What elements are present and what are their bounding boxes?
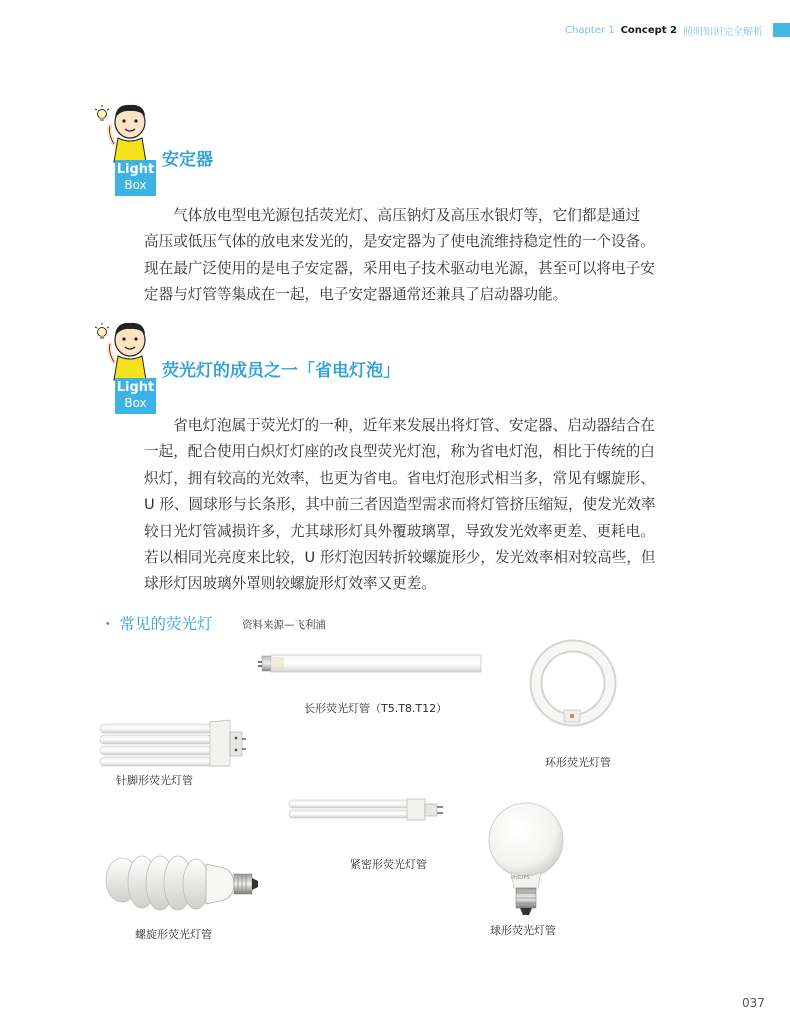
lightbulb-character-icon xyxy=(94,318,160,382)
header-chapter: Chapter 1 xyxy=(565,24,615,36)
caption-pin-tube: 针脚形荧光灯管 xyxy=(116,774,193,787)
globe-lamp-image xyxy=(486,800,566,918)
running-header xyxy=(565,22,790,38)
figure-source: 资料来源—飞利浦 xyxy=(242,619,326,631)
caption-compact-tube: 紧密形荧光灯管 xyxy=(350,858,427,871)
compact-tube-lamp-image xyxy=(287,798,447,822)
section-body-ballast: 气体放电型电光源包括荧光灯、高压钠灯及高压水银灯等，它们都是通过 高压或低压气体的放电来发光的，是安定器为了使电流维持稳定性的一个设备。 现在最广泛使用的是电子安定器，采用电子技术驱动电光源，甚至可以将电子安 定器与灯管等集成在一起，电子安定器通常还兼具了启动器功能。 xyxy=(144,207,655,304)
header-accent-bar xyxy=(773,23,790,37)
spiral-lamp-image xyxy=(100,850,265,920)
globe-brand-label: PHILIPS xyxy=(511,875,530,881)
long-tube-lamp-image xyxy=(258,650,484,676)
section-title-ballast: 安定器 xyxy=(162,150,213,170)
page-number: 037 xyxy=(742,996,765,1010)
header-title: 照明知识完全解析 xyxy=(683,26,763,38)
caption-ring-tube: 环形荧光灯管 xyxy=(545,756,611,769)
lightbulb-character-icon xyxy=(94,100,160,164)
light-box-icon xyxy=(94,100,160,200)
figure-title: ・ 常见的荧光灯 xyxy=(100,615,213,633)
section-title-cfl: 荧光灯的成员之一「省电灯泡」 xyxy=(162,361,400,381)
light-box-badge: Light Box xyxy=(115,160,156,196)
header-concept: Concept 2 xyxy=(620,24,677,36)
caption-globe: 球形荧光灯管 xyxy=(490,924,556,937)
pin-base-lamp-image xyxy=(98,718,248,768)
section-body-cfl: 省电灯泡属于荧光灯的一种，近年来发展出将灯管、安定器、启动器结合在 一起，配合使用白炽灯灯座的改良型荧光灯泡，称为省电灯泡，相比于传统的白 炽灯，拥有较高的光效率，也更为省电。省电灯泡形式相当多，常见有螺旋形、 U 形、圆球形与长条形，其中前三者因造型需求而将灯管挤压缩短，使发光效率 较日光灯管减损许多，尤其球形灯具外覆玻璃罩，导致发光效率更差、更耗电。 若以相同光亮度来比较，U 形灯泡因转折较螺旋形少，发光效率相对较高些，但 球形灯因玻璃外罩则较螺旋形灯效率又更差。 xyxy=(144,417,656,593)
light-box-icon xyxy=(94,318,160,418)
caption-spiral: 螺旋形荧光灯管 xyxy=(135,928,212,941)
caption-long-tube: 长形荧光灯管（T5.T8.T12） xyxy=(304,702,448,715)
light-box-badge: Light Box xyxy=(115,378,156,414)
ring-tube-lamp-image xyxy=(528,638,618,728)
